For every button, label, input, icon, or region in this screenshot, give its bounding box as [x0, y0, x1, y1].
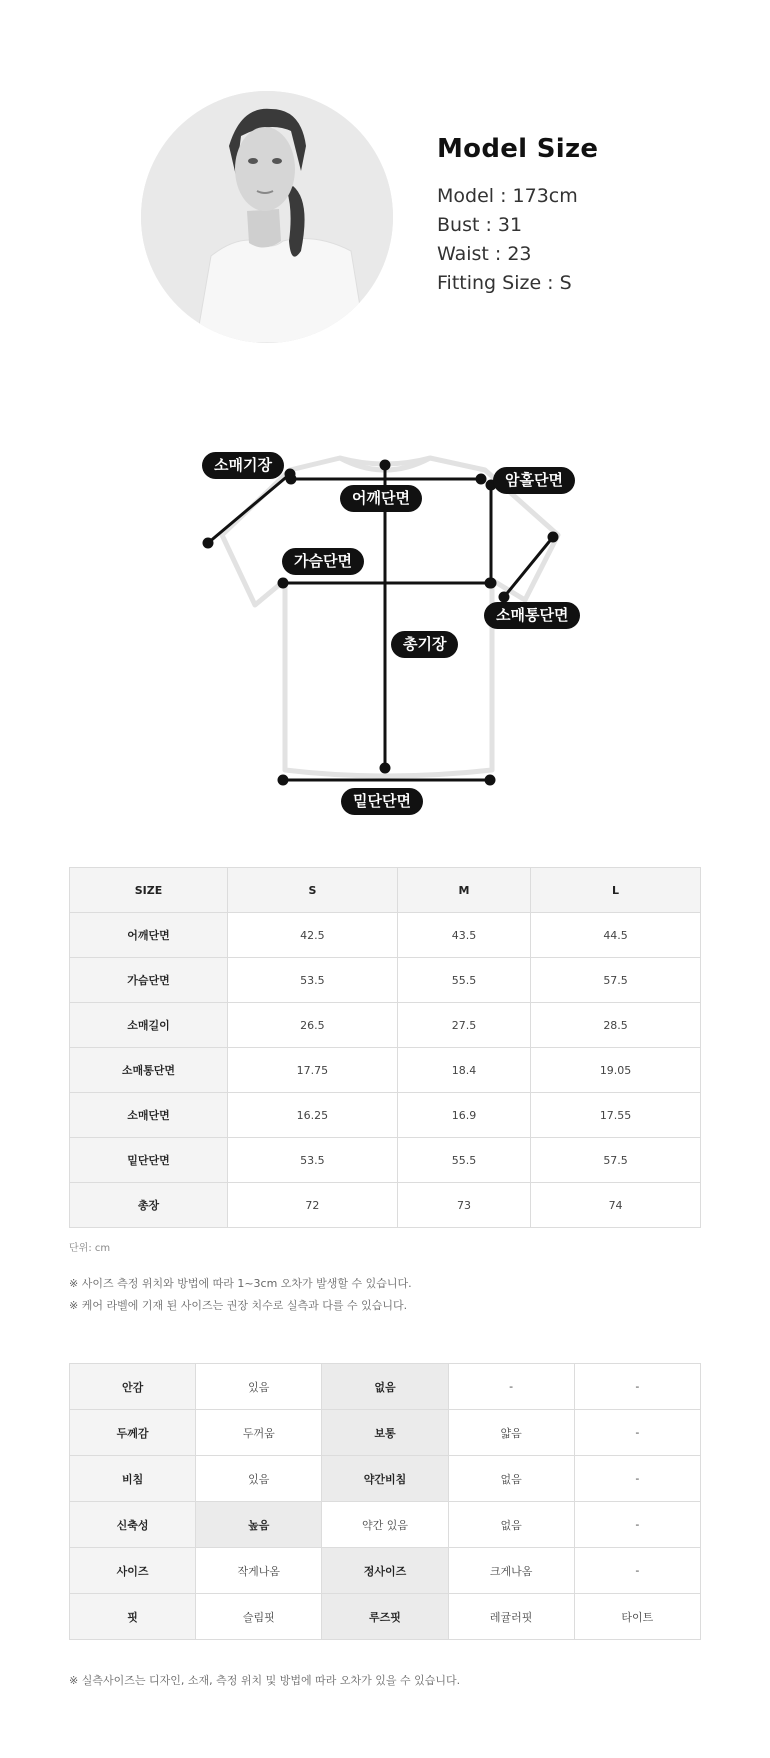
table-cell: 57.5: [531, 958, 701, 1003]
table-cell: 18.4: [397, 1048, 530, 1093]
care-label-note: ※ 케어 라벨에 기재 된 사이즈는 권장 치수로 실측과 다를 수 있습니다.: [69, 1299, 408, 1312]
table-row: [70, 1048, 701, 1093]
model-bust: Bust : 31: [437, 214, 523, 236]
row-label: 핏: [70, 1594, 196, 1640]
table-cell: 두꺼움: [196, 1410, 322, 1456]
table-cell: 55.5: [397, 958, 530, 1003]
table-cell: 55.5: [397, 1138, 530, 1183]
label-chest: 가슴단면: [282, 548, 364, 575]
header-cell: SIZE: [70, 868, 228, 913]
table-row: [70, 913, 701, 958]
table-cell: 17.55: [531, 1093, 701, 1138]
table-cell: 작게나옴: [196, 1548, 322, 1594]
table-cell: 73: [397, 1183, 530, 1228]
table-cell: -: [574, 1456, 700, 1502]
size-table-header: [70, 868, 701, 913]
table-cell: 26.5: [228, 1003, 398, 1048]
table-cell-selected: 없음: [322, 1364, 448, 1410]
table-cell: 있음: [196, 1364, 322, 1410]
table-cell: 16.9: [397, 1093, 530, 1138]
label-sleeve-width: 소매통단면: [484, 602, 580, 629]
table-cell: 없음: [448, 1456, 574, 1502]
table-cell: 28.5: [531, 1003, 701, 1048]
model-size-title: Model Size: [437, 134, 599, 164]
footer-note: ※ 실측사이즈는 디자인, 소재, 측정 위치 및 방법에 따라 오차가 있을 수 있습니다.: [69, 1674, 461, 1687]
fit-table: [69, 1363, 701, 1640]
table-cell: 약간 있음: [322, 1502, 448, 1548]
label-sleeve-length: 소매기장: [202, 452, 284, 479]
header-cell: M: [397, 868, 530, 913]
table-cell: 57.5: [531, 1138, 701, 1183]
table-cell: -: [574, 1548, 700, 1594]
label-shoulder: 어깨단면: [340, 485, 422, 512]
header-cell: L: [531, 868, 701, 913]
table-cell: -: [574, 1364, 700, 1410]
model-illustration: [141, 91, 393, 343]
table-cell: 16.25: [228, 1093, 398, 1138]
row-label: 소매단면: [70, 1093, 228, 1138]
row-label: 가슴단면: [70, 958, 228, 1003]
row-label: 소매통단면: [70, 1048, 228, 1093]
table-row: [70, 1502, 701, 1548]
table-cell: 슬림핏: [196, 1594, 322, 1640]
measurement-note: ※ 사이즈 측정 위치와 방법에 따라 1~3cm 오차가 발생할 수 있습니다.: [69, 1277, 412, 1290]
table-cell-selected: 정사이즈: [322, 1548, 448, 1594]
table-row: [70, 1548, 701, 1594]
table-row: [70, 1410, 701, 1456]
table-cell: 없음: [448, 1502, 574, 1548]
table-row: [70, 1003, 701, 1048]
table-cell: 43.5: [397, 913, 530, 958]
table-cell: -: [574, 1502, 700, 1548]
model-photo: [141, 91, 393, 343]
label-armhole: 암홀단면: [493, 467, 575, 494]
row-label: 사이즈: [70, 1548, 196, 1594]
table-row: [70, 1364, 701, 1410]
table-cell: 44.5: [531, 913, 701, 958]
table-row: [70, 958, 701, 1003]
table-cell-selected: 높음: [196, 1502, 322, 1548]
row-label: 밑단단면: [70, 1138, 228, 1183]
row-label: 비침: [70, 1456, 196, 1502]
table-cell-selected: 보통: [322, 1410, 448, 1456]
model-waist: Waist : 23: [437, 243, 532, 265]
model-fitting-size: Fitting Size : S: [437, 272, 572, 294]
table-cell: 있음: [196, 1456, 322, 1502]
table-cell: 레귤러핏: [448, 1594, 574, 1640]
model-height: Model : 173cm: [437, 185, 578, 207]
table-cell: 크게나옴: [448, 1548, 574, 1594]
unit-note: 단위: cm: [69, 1243, 111, 1254]
table-cell: 얇음: [448, 1410, 574, 1456]
table-cell: 74: [531, 1183, 701, 1228]
row-label: 두께감: [70, 1410, 196, 1456]
table-row: [70, 1183, 701, 1228]
model-info: [437, 134, 598, 298]
table-cell: 타이트: [574, 1594, 700, 1640]
table-row: [70, 1456, 701, 1502]
table-cell: 42.5: [228, 913, 398, 958]
table-cell: 17.75: [228, 1048, 398, 1093]
header-cell: S: [228, 868, 398, 913]
table-row: [70, 1138, 701, 1183]
table-row: [70, 1594, 701, 1640]
label-total-length: 총기장: [391, 631, 458, 658]
row-label: 어깨단면: [70, 913, 228, 958]
table-cell: 27.5: [397, 1003, 530, 1048]
table-cell: 53.5: [228, 1138, 398, 1183]
table-cell: 72: [228, 1183, 398, 1228]
size-table: [69, 867, 701, 1228]
table-cell: -: [448, 1364, 574, 1410]
table-cell: 53.5: [228, 958, 398, 1003]
row-label: 소매길이: [70, 1003, 228, 1048]
row-label: 총장: [70, 1183, 228, 1228]
label-hem: 밑단단면: [341, 788, 423, 815]
measurement-diagram: [0, 440, 770, 830]
table-row: [70, 1093, 701, 1138]
table-cell: -: [574, 1410, 700, 1456]
row-label: 신축성: [70, 1502, 196, 1548]
row-label: 안감: [70, 1364, 196, 1410]
table-cell-selected: 약간비침: [322, 1456, 448, 1502]
table-cell-selected: 루즈핏: [322, 1594, 448, 1640]
table-cell: 19.05: [531, 1048, 701, 1093]
